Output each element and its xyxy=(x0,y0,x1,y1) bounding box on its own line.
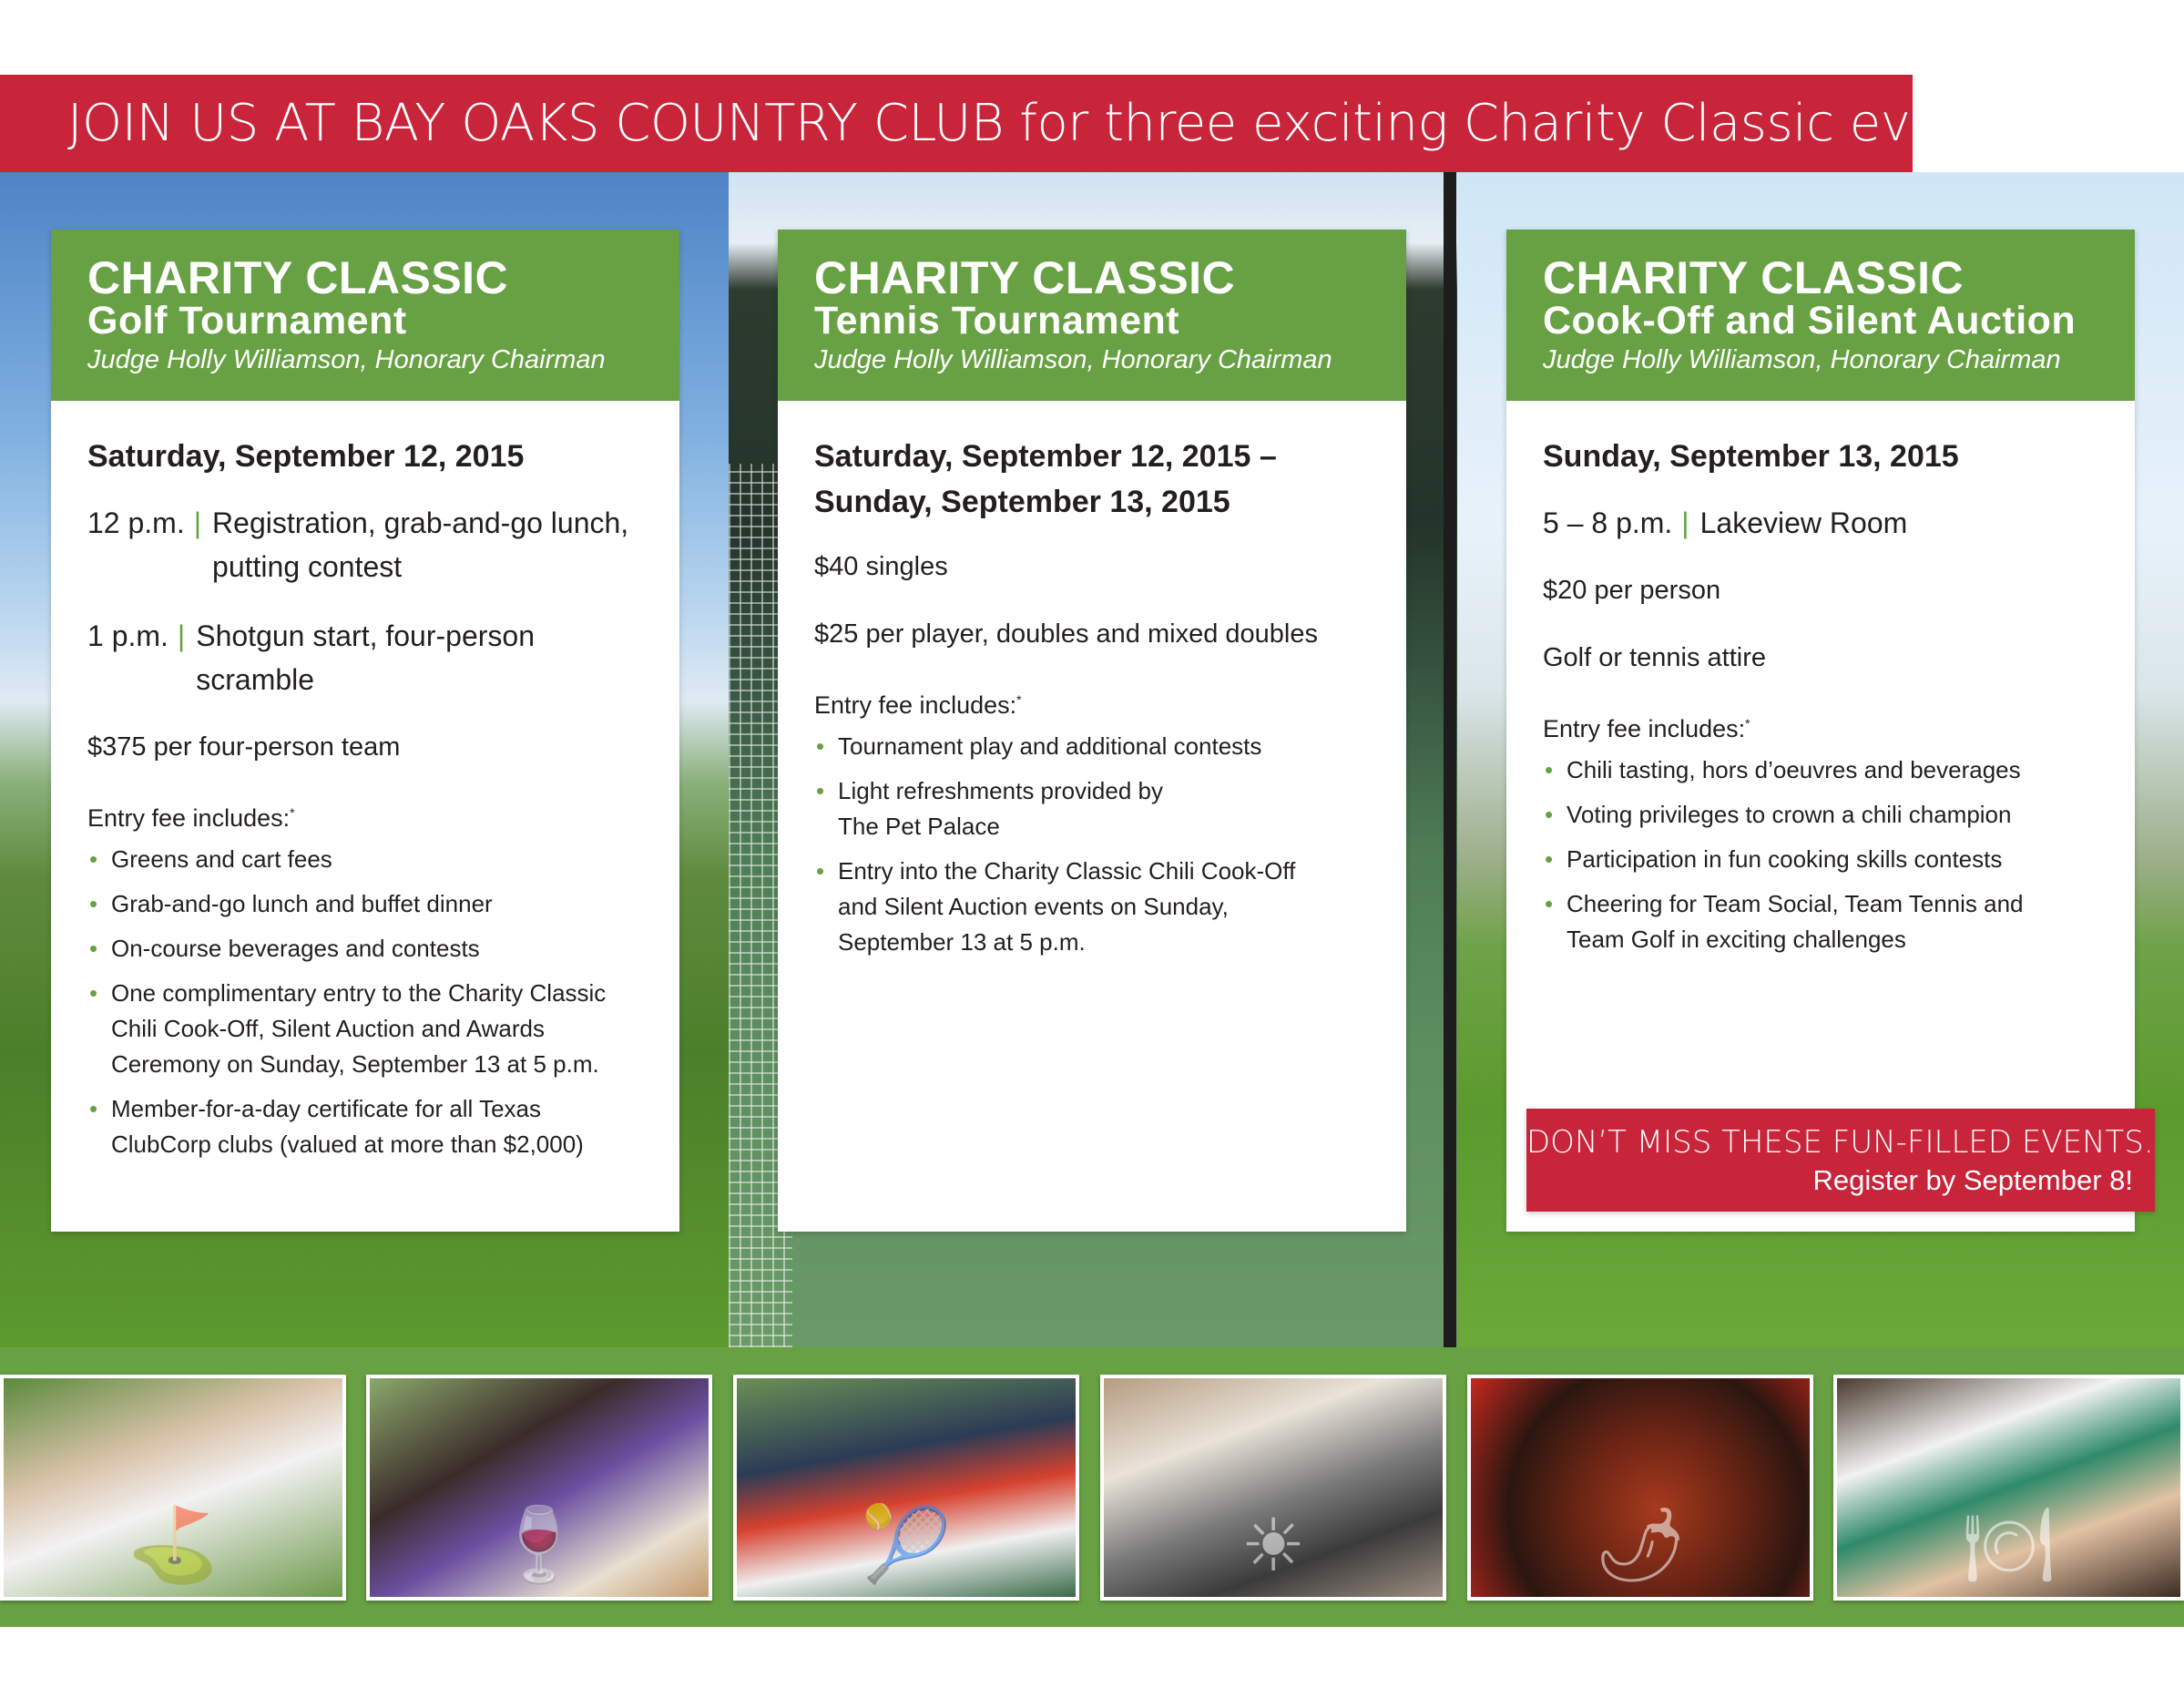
cookoff-schedule-item xyxy=(1543,501,2098,545)
cookoff-event-card xyxy=(1506,230,2154,1232)
list-item: • Greens and cart fees xyxy=(87,842,643,877)
golf-schedule-item xyxy=(87,501,643,588)
schedule-time: 5 – 8 p.m. xyxy=(1543,506,1673,539)
schedule-desc: Lakeview Room xyxy=(1699,506,1908,539)
list-item: • On-course beverages and contests xyxy=(87,931,643,967)
dining-friends-photo: 🍷 xyxy=(366,1375,712,1601)
golf-title-line1: CHARITY CLASSIC xyxy=(87,252,509,303)
list-item: • Light refreshments provided by The Pet Palace xyxy=(814,773,1197,844)
tennis-price-doubles: $25 per player, doubles and mixed doubles xyxy=(814,619,1318,649)
tennis-net-post xyxy=(1444,172,1456,1347)
schedule-time: 12 p.m. xyxy=(87,506,185,539)
tennis-includes-list xyxy=(814,729,1324,960)
register-callout xyxy=(1526,1109,2155,1212)
cookoff-card-header xyxy=(1506,230,2135,401)
golf-chairman: Judge Holly Williamson, Honorary Chairman xyxy=(87,345,606,374)
list-item: • Voting privileges to crown a chili champion xyxy=(1543,797,2071,833)
restaurant-table-photo: 🍽 xyxy=(1833,1375,2184,1601)
list-item: • Grab-and-go lunch and buffet dinner xyxy=(87,886,643,922)
tennis-card-body xyxy=(778,401,1406,960)
chili-bowl-photo: 🌶 xyxy=(1467,1375,1813,1601)
tennis-title-line1: CHARITY CLASSIC xyxy=(814,252,1236,303)
cookoff-date: Sunday, September 13, 2015 xyxy=(1543,439,1959,474)
tennis-event-card xyxy=(778,230,1406,1232)
golf-card-body xyxy=(51,401,679,1162)
cookoff-includes-list xyxy=(1543,752,2071,957)
cookoff-attire: Golf or tennis attire xyxy=(1543,643,1766,672)
schedule-desc: Shotgun start, four-person scramble xyxy=(196,619,535,696)
patio-group-photo: ☀ xyxy=(1100,1375,1446,1601)
tennis-chairman: Judge Holly Williamson, Honorary Chairman xyxy=(814,345,1332,374)
golf-card-header xyxy=(51,230,679,401)
list-item: • Participation in fun cooking skills contests xyxy=(1543,842,2071,877)
golf-price: $375 per four-person team xyxy=(87,732,401,762)
cookoff-includes-heading: Entry fee includes:* xyxy=(1543,715,1750,742)
schedule-desc: Registration, grab-and-go lunch, putting contest xyxy=(212,506,629,583)
list-item: • Entry into the Charity Classic Chili Cook-Off and Silent Auction events on Sunday, September 13 at 5 p.m. xyxy=(814,854,1324,960)
separator-bar: | xyxy=(193,506,202,539)
separator-bar: | xyxy=(177,619,186,652)
top-banner xyxy=(0,75,2035,172)
tennis-date: Saturday, September 12, 2015 – Sunday, September 13, 2015 xyxy=(814,439,1277,519)
cookoff-chairman: Judge Holly Williamson, Honorary Chairman xyxy=(1543,345,2061,374)
tennis-price-singles: $40 singles xyxy=(814,552,948,581)
golf-includes-list xyxy=(87,842,643,1162)
list-item: • One complimentary entry to the Charity Classic Chili Cook-Off, Silent Auction and Awards Ceremony on Sunday, September 13 at 5 p.m. xyxy=(87,976,643,1082)
tennis-title-line2: Tennis Tournament xyxy=(814,299,1180,343)
tennis-includes-heading: Entry fee includes:* xyxy=(814,691,1022,719)
banner-text: JOIN US AT BAY OAKS COUNTRY CLUB for three exciting Charity Classic events. xyxy=(67,94,2035,153)
cookoff-card-body xyxy=(1506,401,2135,957)
golf-schedule-item xyxy=(87,614,643,701)
cookoff-price: $20 per person xyxy=(1543,576,1721,605)
golf-title-line2: Golf Tournament xyxy=(87,299,407,343)
separator-bar: | xyxy=(1681,506,1689,539)
golfers-photo: ⛳ xyxy=(0,1375,346,1601)
tennis-players-photo: 🎾 xyxy=(733,1375,1079,1601)
golf-event-card xyxy=(51,230,679,1232)
tennis-card-header xyxy=(778,230,1406,401)
golf-includes-heading: Entry fee includes:* xyxy=(87,804,295,832)
callout-headline: DON’T MISS THESE FUN-FILLED EVENTS. xyxy=(1526,1124,2154,1161)
list-item: • Chili tasting, hors d’oeuvres and beverages xyxy=(1543,752,2071,788)
list-item: • Member-for-a-day certificate for all Texas ClubCorp clubs (valued at more than $2,000) xyxy=(87,1091,643,1162)
cookoff-title-line2: Cook-Off and Silent Auction xyxy=(1543,299,2077,343)
golf-date: Saturday, September 12, 2015 xyxy=(87,439,525,474)
list-item: • Tournament play and additional contests xyxy=(814,729,1324,764)
list-item: • Cheering for Team Social, Team Tennis and Team Golf in exciting challenges xyxy=(1543,886,2071,957)
cookoff-title-line1: CHARITY CLASSIC xyxy=(1543,252,1965,303)
schedule-time: 1 p.m. xyxy=(87,619,168,652)
callout-deadline: Register by September 8! xyxy=(1812,1164,2133,1196)
